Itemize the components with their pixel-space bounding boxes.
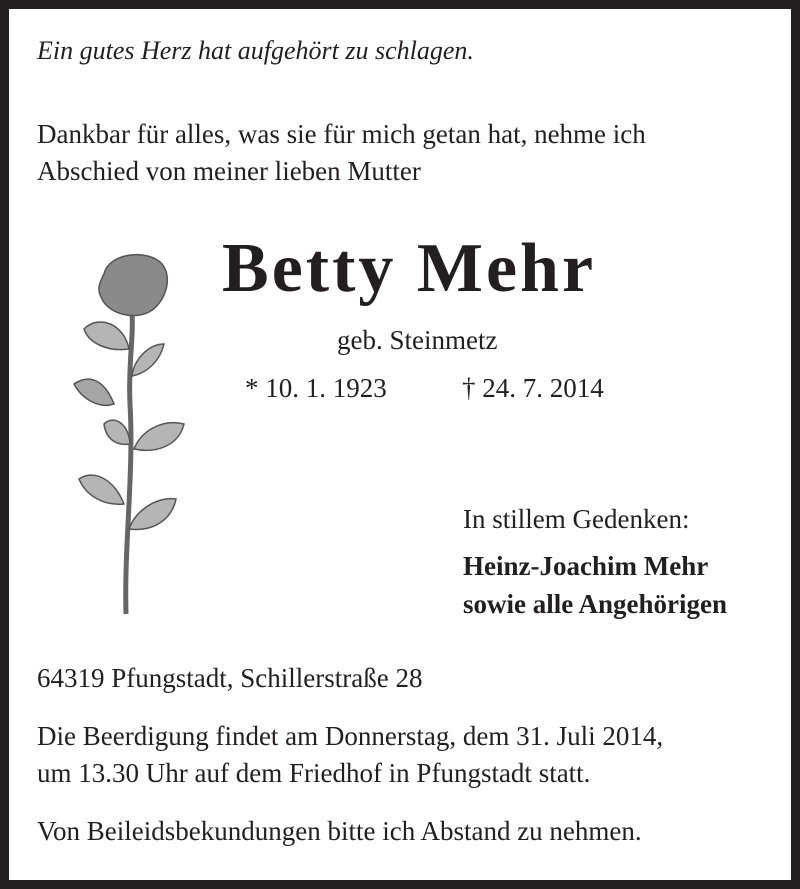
birth-date: * 10. 1. 1923 bbox=[245, 373, 387, 403]
closing-note: Von Beileidsbekundungen bitte ich Abstand zu nehmen. bbox=[37, 816, 642, 846]
deceased-name: Betty Mehr bbox=[222, 230, 597, 307]
rose-illustration bbox=[64, 244, 194, 634]
address: 64319 Pfungstadt, Schillerstraße 28 bbox=[37, 663, 423, 693]
funeral-line-2: um 13.30 Uhr auf dem Friedhof in Pfungstadt statt. bbox=[37, 758, 591, 788]
motto: Ein gutes Herz hat aufgehört zu schlagen. bbox=[37, 36, 474, 65]
death-date: † 24. 7. 2014 bbox=[462, 373, 604, 403]
mourner-others: sowie alle Angehörigen bbox=[463, 589, 727, 619]
funeral-line-1: Die Beerdigung findet am Donnerstag, dem 31. Juli 2014, bbox=[37, 721, 664, 751]
mourners-heading: In stillem Gedenken: bbox=[463, 504, 690, 534]
intro-line-1: Dankbar für alles, was sie für mich getan hat, nehme ich bbox=[37, 119, 646, 149]
maiden-name: geb. Steinmetz bbox=[337, 325, 498, 355]
mourner-name: Heinz-Joachim Mehr bbox=[463, 551, 709, 581]
intro-line-2: Abschied von meiner lieben Mutter bbox=[37, 156, 421, 186]
